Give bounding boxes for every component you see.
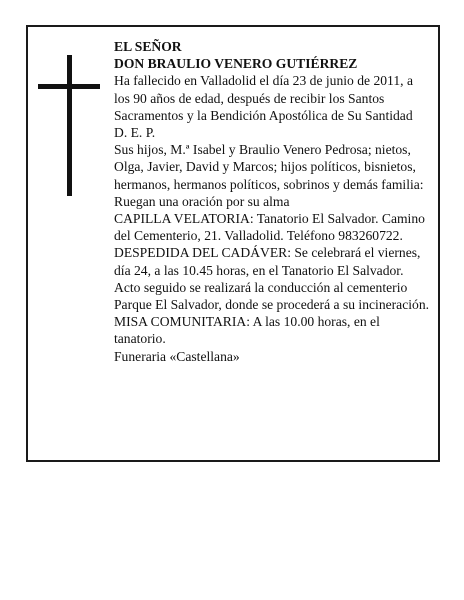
family-list: Sus hijos, M.ª Isabel y Braulio Venero Pedrosa; nietos, Olga, Javier, David y Marcos; hijos políticos, bisnietos, hermanos, hermanos políticos, sobrinos y demás familia: bbox=[114, 142, 424, 192]
deceased-name: DON BRAULIO VENERO GUTIÉRREZ bbox=[114, 56, 358, 72]
cross-horizontal-bar bbox=[38, 84, 100, 89]
farewell-info: DESPEDIDA DEL CADÁVER: Se celebrará el viernes, día 24, a las 10.45 horas, en el Tanatorio El Salvador. Acto seguido se realizará la conducción al cementerio Parque El Salvador, donde se procederá a su incineración. bbox=[114, 245, 430, 313]
prayer-request: Ruegan una oración por su alma bbox=[114, 193, 290, 209]
obituary-text bbox=[114, 38, 432, 365]
title-line-1: EL SEÑOR bbox=[114, 39, 182, 54]
death-announcement: Ha fallecido en Valladolid el día 23 de junio de 2011, a los 90 años de edad, después de recibir los Santos Sacramentos y la Bendición Apostólica de Su Santidad bbox=[114, 73, 413, 123]
funeral-home: Funeraria «Castellana» bbox=[114, 348, 240, 364]
rip-line: D. E. P. bbox=[114, 125, 156, 141]
mass-info: MISA COMUNITARIA: A las 10.00 horas, en el tanatorio. bbox=[114, 314, 380, 347]
wake-info: CAPILLA VELATORIA: Tanatorio El Salvador. Camino del Cementerio, 21. Valladolid. Teléfono 983260722. bbox=[114, 211, 425, 244]
cross-vertical-bar bbox=[67, 55, 72, 196]
